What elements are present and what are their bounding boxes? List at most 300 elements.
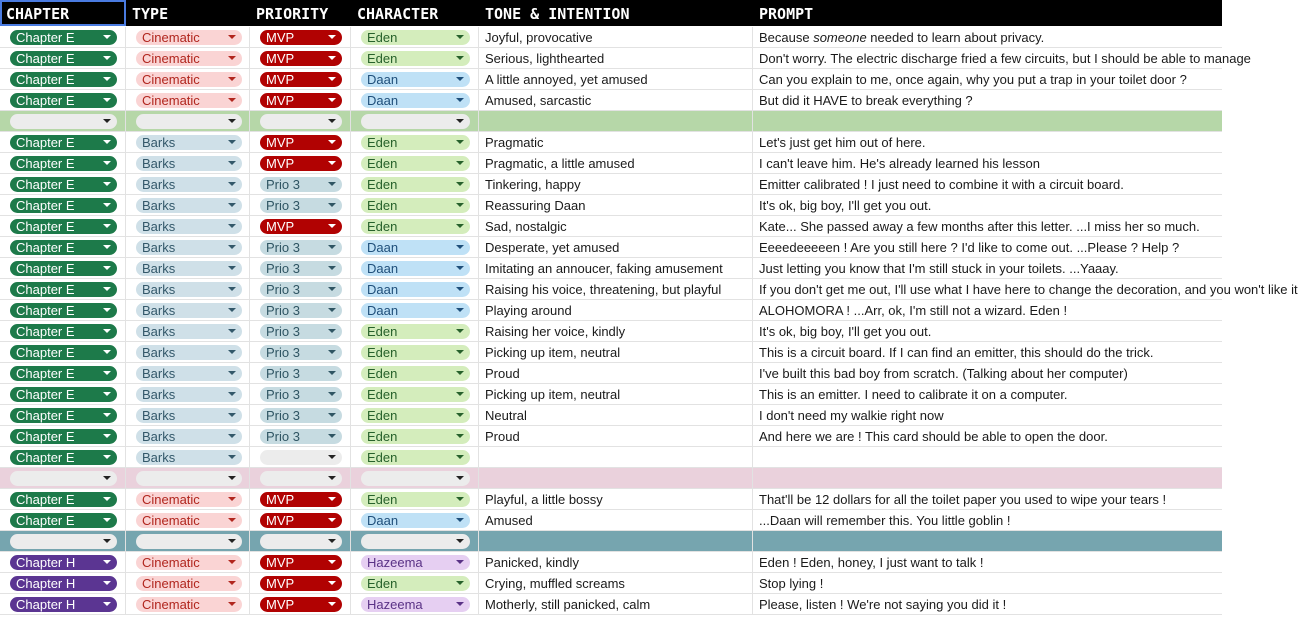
chevron-down-icon[interactable] bbox=[103, 539, 111, 543]
prompt-cell[interactable] bbox=[753, 153, 1222, 173]
chevron-down-icon[interactable] bbox=[103, 161, 111, 165]
chapter-dropdown[interactable] bbox=[10, 429, 117, 444]
prompt-cell[interactable] bbox=[753, 342, 1222, 362]
character-dropdown[interactable] bbox=[361, 72, 470, 87]
chevron-down-icon[interactable] bbox=[103, 287, 111, 291]
tone-cell[interactable] bbox=[479, 321, 753, 341]
priority-dropdown[interactable] bbox=[260, 555, 342, 570]
priority-cell[interactable] bbox=[250, 69, 351, 89]
character-dropdown[interactable] bbox=[361, 450, 470, 465]
type-dropdown[interactable] bbox=[136, 93, 242, 108]
priority-cell[interactable] bbox=[250, 573, 351, 593]
character-cell[interactable] bbox=[351, 153, 479, 173]
chevron-down-icon[interactable] bbox=[228, 392, 236, 396]
chapter-dropdown[interactable] bbox=[10, 114, 117, 129]
chevron-down-icon[interactable] bbox=[228, 140, 236, 144]
chapter-cell[interactable] bbox=[0, 90, 126, 110]
chevron-down-icon[interactable] bbox=[328, 161, 336, 165]
chevron-down-icon[interactable] bbox=[103, 119, 111, 123]
character-dropdown[interactable] bbox=[361, 471, 470, 486]
character-dropdown[interactable] bbox=[361, 198, 470, 213]
type-dropdown[interactable] bbox=[136, 366, 242, 381]
chapter-cell[interactable] bbox=[0, 321, 126, 341]
chevron-down-icon[interactable] bbox=[228, 560, 236, 564]
prompt-cell[interactable] bbox=[753, 258, 1222, 278]
type-cell[interactable] bbox=[126, 300, 250, 320]
tone-cell[interactable] bbox=[479, 153, 753, 173]
chevron-down-icon[interactable] bbox=[228, 497, 236, 501]
chapter-dropdown[interactable] bbox=[10, 555, 117, 570]
type-cell[interactable] bbox=[126, 69, 250, 89]
prompt-cell[interactable] bbox=[753, 90, 1222, 110]
chevron-down-icon[interactable] bbox=[328, 581, 336, 585]
type-dropdown[interactable] bbox=[136, 324, 242, 339]
chapter-dropdown[interactable] bbox=[10, 219, 117, 234]
chevron-down-icon[interactable] bbox=[103, 581, 111, 585]
prompt-cell[interactable] bbox=[753, 132, 1222, 152]
tone-cell[interactable] bbox=[479, 216, 753, 236]
priority-dropdown[interactable] bbox=[260, 114, 342, 129]
chevron-down-icon[interactable] bbox=[103, 350, 111, 354]
tone-cell[interactable] bbox=[479, 342, 753, 362]
priority-dropdown[interactable] bbox=[260, 513, 342, 528]
chapter-cell[interactable] bbox=[0, 111, 126, 131]
chevron-down-icon[interactable] bbox=[328, 350, 336, 354]
priority-cell[interactable] bbox=[250, 111, 351, 131]
chevron-down-icon[interactable] bbox=[456, 560, 464, 564]
chevron-down-icon[interactable] bbox=[228, 203, 236, 207]
chapter-cell[interactable] bbox=[0, 489, 126, 509]
chevron-down-icon[interactable] bbox=[328, 287, 336, 291]
character-dropdown[interactable] bbox=[361, 177, 470, 192]
chapter-cell[interactable] bbox=[0, 363, 126, 383]
chevron-down-icon[interactable] bbox=[456, 350, 464, 354]
chevron-down-icon[interactable] bbox=[456, 497, 464, 501]
character-dropdown[interactable] bbox=[361, 597, 470, 612]
priority-dropdown[interactable] bbox=[260, 240, 342, 255]
type-cell[interactable] bbox=[126, 279, 250, 299]
chevron-down-icon[interactable] bbox=[328, 392, 336, 396]
chevron-down-icon[interactable] bbox=[328, 455, 336, 459]
chevron-down-icon[interactable] bbox=[103, 224, 111, 228]
character-cell[interactable] bbox=[351, 216, 479, 236]
chevron-down-icon[interactable] bbox=[456, 203, 464, 207]
chapter-cell[interactable] bbox=[0, 468, 126, 488]
chevron-down-icon[interactable] bbox=[328, 119, 336, 123]
chapter-cell[interactable] bbox=[0, 384, 126, 404]
chevron-down-icon[interactable] bbox=[103, 497, 111, 501]
priority-cell[interactable] bbox=[250, 216, 351, 236]
chevron-down-icon[interactable] bbox=[328, 371, 336, 375]
character-cell[interactable] bbox=[351, 258, 479, 278]
prompt-cell[interactable] bbox=[753, 426, 1222, 446]
chevron-down-icon[interactable] bbox=[228, 182, 236, 186]
priority-dropdown[interactable] bbox=[260, 135, 342, 150]
prompt-cell[interactable] bbox=[753, 321, 1222, 341]
prompt-cell[interactable] bbox=[753, 111, 1222, 131]
character-cell[interactable] bbox=[351, 552, 479, 572]
type-cell[interactable] bbox=[126, 510, 250, 530]
chevron-down-icon[interactable] bbox=[328, 560, 336, 564]
character-dropdown[interactable] bbox=[361, 387, 470, 402]
chapter-dropdown[interactable] bbox=[10, 93, 117, 108]
tone-cell[interactable] bbox=[479, 174, 753, 194]
character-cell[interactable] bbox=[351, 48, 479, 68]
priority-cell[interactable] bbox=[250, 258, 351, 278]
priority-cell[interactable] bbox=[250, 48, 351, 68]
character-dropdown[interactable] bbox=[361, 366, 470, 381]
priority-dropdown[interactable] bbox=[260, 303, 342, 318]
chapter-cell[interactable] bbox=[0, 216, 126, 236]
type-cell[interactable] bbox=[126, 153, 250, 173]
type-cell[interactable] bbox=[126, 384, 250, 404]
chapter-cell[interactable] bbox=[0, 594, 126, 614]
chevron-down-icon[interactable] bbox=[456, 287, 464, 291]
chevron-down-icon[interactable] bbox=[328, 35, 336, 39]
chevron-down-icon[interactable] bbox=[103, 371, 111, 375]
type-cell[interactable] bbox=[126, 216, 250, 236]
chevron-down-icon[interactable] bbox=[228, 455, 236, 459]
chapter-dropdown[interactable] bbox=[10, 156, 117, 171]
tone-cell[interactable] bbox=[479, 279, 753, 299]
prompt-cell[interactable] bbox=[753, 237, 1222, 257]
character-cell[interactable] bbox=[351, 237, 479, 257]
tone-cell[interactable] bbox=[479, 510, 753, 530]
tone-cell[interactable] bbox=[479, 573, 753, 593]
chapter-cell[interactable] bbox=[0, 132, 126, 152]
chapter-dropdown[interactable] bbox=[10, 366, 117, 381]
character-dropdown[interactable] bbox=[361, 429, 470, 444]
chevron-down-icon[interactable] bbox=[103, 392, 111, 396]
type-dropdown[interactable] bbox=[136, 555, 242, 570]
type-cell[interactable] bbox=[126, 342, 250, 362]
priority-dropdown[interactable] bbox=[260, 387, 342, 402]
priority-cell[interactable] bbox=[250, 510, 351, 530]
type-cell[interactable] bbox=[126, 48, 250, 68]
character-cell[interactable] bbox=[351, 384, 479, 404]
tone-cell[interactable] bbox=[479, 258, 753, 278]
chapter-dropdown[interactable] bbox=[10, 135, 117, 150]
chevron-down-icon[interactable] bbox=[456, 434, 464, 438]
type-dropdown[interactable] bbox=[136, 219, 242, 234]
chapter-dropdown[interactable] bbox=[10, 450, 117, 465]
priority-dropdown[interactable] bbox=[260, 492, 342, 507]
chevron-down-icon[interactable] bbox=[328, 434, 336, 438]
character-cell[interactable] bbox=[351, 363, 479, 383]
type-dropdown[interactable] bbox=[136, 345, 242, 360]
chevron-down-icon[interactable] bbox=[456, 581, 464, 585]
chapter-cell[interactable] bbox=[0, 258, 126, 278]
prompt-cell[interactable] bbox=[753, 384, 1222, 404]
tone-cell[interactable] bbox=[479, 531, 753, 551]
character-dropdown[interactable] bbox=[361, 282, 470, 297]
chevron-down-icon[interactable] bbox=[456, 413, 464, 417]
type-cell[interactable] bbox=[126, 132, 250, 152]
priority-dropdown[interactable] bbox=[260, 366, 342, 381]
chevron-down-icon[interactable] bbox=[228, 434, 236, 438]
priority-cell[interactable] bbox=[250, 132, 351, 152]
priority-cell[interactable] bbox=[250, 27, 351, 47]
prompt-cell[interactable] bbox=[753, 489, 1222, 509]
character-cell[interactable] bbox=[351, 195, 479, 215]
chevron-down-icon[interactable] bbox=[228, 35, 236, 39]
priority-cell[interactable] bbox=[250, 426, 351, 446]
chevron-down-icon[interactable] bbox=[328, 539, 336, 543]
chevron-down-icon[interactable] bbox=[228, 518, 236, 522]
chevron-down-icon[interactable] bbox=[103, 98, 111, 102]
chapter-cell[interactable] bbox=[0, 447, 126, 467]
tone-cell[interactable] bbox=[479, 111, 753, 131]
character-cell[interactable] bbox=[351, 132, 479, 152]
priority-dropdown[interactable] bbox=[260, 534, 342, 549]
type-dropdown[interactable] bbox=[136, 156, 242, 171]
priority-dropdown[interactable] bbox=[260, 408, 342, 423]
character-cell[interactable] bbox=[351, 27, 479, 47]
type-cell[interactable] bbox=[126, 111, 250, 131]
type-dropdown[interactable] bbox=[136, 513, 242, 528]
priority-dropdown[interactable] bbox=[260, 345, 342, 360]
priority-cell[interactable] bbox=[250, 489, 351, 509]
character-dropdown[interactable] bbox=[361, 534, 470, 549]
chevron-down-icon[interactable] bbox=[456, 371, 464, 375]
character-cell[interactable] bbox=[351, 279, 479, 299]
type-cell[interactable] bbox=[126, 447, 250, 467]
prompt-cell[interactable] bbox=[753, 27, 1222, 47]
tone-cell[interactable] bbox=[479, 195, 753, 215]
tone-cell[interactable] bbox=[479, 384, 753, 404]
chevron-down-icon[interactable] bbox=[456, 455, 464, 459]
chevron-down-icon[interactable] bbox=[103, 602, 111, 606]
chapter-cell[interactable] bbox=[0, 279, 126, 299]
chapter-cell[interactable] bbox=[0, 48, 126, 68]
priority-dropdown[interactable] bbox=[260, 93, 342, 108]
chapter-cell[interactable] bbox=[0, 531, 126, 551]
type-cell[interactable] bbox=[126, 237, 250, 257]
type-dropdown[interactable] bbox=[136, 303, 242, 318]
priority-dropdown[interactable] bbox=[260, 156, 342, 171]
prompt-cell[interactable] bbox=[753, 552, 1222, 572]
character-cell[interactable] bbox=[351, 447, 479, 467]
chapter-dropdown[interactable] bbox=[10, 240, 117, 255]
priority-dropdown[interactable] bbox=[260, 597, 342, 612]
chapter-dropdown[interactable] bbox=[10, 282, 117, 297]
character-cell[interactable] bbox=[351, 573, 479, 593]
type-dropdown[interactable] bbox=[136, 597, 242, 612]
chevron-down-icon[interactable] bbox=[103, 245, 111, 249]
priority-cell[interactable] bbox=[250, 300, 351, 320]
chevron-down-icon[interactable] bbox=[228, 476, 236, 480]
character-cell[interactable] bbox=[351, 510, 479, 530]
priority-cell[interactable] bbox=[250, 321, 351, 341]
chevron-down-icon[interactable] bbox=[103, 455, 111, 459]
header-type[interactable]: TYPE bbox=[132, 5, 169, 23]
priority-cell[interactable] bbox=[250, 363, 351, 383]
prompt-cell[interactable] bbox=[753, 48, 1251, 68]
prompt-cell[interactable] bbox=[753, 573, 1222, 593]
type-cell[interactable] bbox=[126, 90, 250, 110]
chevron-down-icon[interactable] bbox=[103, 434, 111, 438]
character-dropdown[interactable] bbox=[361, 303, 470, 318]
chevron-down-icon[interactable] bbox=[456, 98, 464, 102]
priority-cell[interactable] bbox=[250, 447, 351, 467]
chevron-down-icon[interactable] bbox=[228, 602, 236, 606]
chevron-down-icon[interactable] bbox=[228, 98, 236, 102]
character-dropdown[interactable] bbox=[361, 240, 470, 255]
type-dropdown[interactable] bbox=[136, 576, 242, 591]
chapter-cell[interactable] bbox=[0, 510, 126, 530]
header-tone[interactable]: TONE & INTENTION bbox=[485, 5, 630, 23]
chevron-down-icon[interactable] bbox=[103, 308, 111, 312]
priority-dropdown[interactable] bbox=[260, 219, 342, 234]
character-dropdown[interactable] bbox=[361, 156, 470, 171]
type-dropdown[interactable] bbox=[136, 135, 242, 150]
character-dropdown[interactable] bbox=[361, 324, 470, 339]
type-cell[interactable] bbox=[126, 489, 250, 509]
chevron-down-icon[interactable] bbox=[456, 245, 464, 249]
type-cell[interactable] bbox=[126, 174, 250, 194]
type-cell[interactable] bbox=[126, 321, 250, 341]
character-cell[interactable] bbox=[351, 174, 479, 194]
priority-dropdown[interactable] bbox=[260, 429, 342, 444]
chapter-dropdown[interactable] bbox=[10, 576, 117, 591]
chevron-down-icon[interactable] bbox=[228, 329, 236, 333]
prompt-cell[interactable] bbox=[753, 405, 1222, 425]
chapter-dropdown[interactable] bbox=[10, 492, 117, 507]
character-dropdown[interactable] bbox=[361, 114, 470, 129]
priority-cell[interactable] bbox=[250, 153, 351, 173]
character-dropdown[interactable] bbox=[361, 492, 470, 507]
header-chapter[interactable]: CHAPTER bbox=[0, 0, 126, 26]
prompt-cell[interactable] bbox=[753, 69, 1222, 89]
chevron-down-icon[interactable] bbox=[228, 287, 236, 291]
character-cell[interactable] bbox=[351, 90, 479, 110]
chevron-down-icon[interactable] bbox=[456, 476, 464, 480]
tone-cell[interactable] bbox=[479, 363, 753, 383]
type-dropdown[interactable] bbox=[136, 408, 242, 423]
character-cell[interactable] bbox=[351, 531, 479, 551]
header-priority[interactable]: PRIORITY bbox=[256, 5, 329, 23]
chevron-down-icon[interactable] bbox=[456, 182, 464, 186]
character-dropdown[interactable] bbox=[361, 261, 470, 276]
priority-dropdown[interactable] bbox=[260, 450, 342, 465]
header-prompt[interactable]: PROMPT bbox=[759, 5, 814, 23]
chapter-dropdown[interactable] bbox=[10, 177, 117, 192]
chevron-down-icon[interactable] bbox=[456, 329, 464, 333]
chapter-dropdown[interactable] bbox=[10, 51, 117, 66]
prompt-cell[interactable] bbox=[753, 300, 1222, 320]
chevron-down-icon[interactable] bbox=[456, 308, 464, 312]
chevron-down-icon[interactable] bbox=[328, 98, 336, 102]
chevron-down-icon[interactable] bbox=[228, 350, 236, 354]
tone-cell[interactable] bbox=[479, 132, 753, 152]
tone-cell[interactable] bbox=[479, 426, 753, 446]
character-cell[interactable] bbox=[351, 69, 479, 89]
chevron-down-icon[interactable] bbox=[103, 77, 111, 81]
chapter-cell[interactable] bbox=[0, 69, 126, 89]
type-dropdown[interactable] bbox=[136, 261, 242, 276]
character-cell[interactable] bbox=[351, 111, 479, 131]
chevron-down-icon[interactable] bbox=[328, 203, 336, 207]
type-dropdown[interactable] bbox=[136, 471, 242, 486]
chapter-cell[interactable] bbox=[0, 342, 126, 362]
chevron-down-icon[interactable] bbox=[328, 413, 336, 417]
priority-dropdown[interactable] bbox=[260, 72, 342, 87]
chevron-down-icon[interactable] bbox=[103, 140, 111, 144]
type-cell[interactable] bbox=[126, 258, 250, 278]
character-cell[interactable] bbox=[351, 468, 479, 488]
chapter-dropdown[interactable] bbox=[10, 30, 117, 45]
chevron-down-icon[interactable] bbox=[456, 539, 464, 543]
prompt-cell[interactable] bbox=[753, 279, 1298, 299]
prompt-cell[interactable] bbox=[753, 216, 1222, 236]
tone-cell[interactable] bbox=[479, 405, 753, 425]
chapter-cell[interactable] bbox=[0, 300, 126, 320]
chapter-dropdown[interactable] bbox=[10, 471, 117, 486]
chevron-down-icon[interactable] bbox=[228, 224, 236, 228]
type-dropdown[interactable] bbox=[136, 198, 242, 213]
chevron-down-icon[interactable] bbox=[228, 539, 236, 543]
chapter-cell[interactable] bbox=[0, 552, 126, 572]
chevron-down-icon[interactable] bbox=[328, 602, 336, 606]
chapter-cell[interactable] bbox=[0, 27, 126, 47]
chapter-cell[interactable] bbox=[0, 153, 126, 173]
tone-cell[interactable] bbox=[479, 90, 753, 110]
chapter-dropdown[interactable] bbox=[10, 261, 117, 276]
chevron-down-icon[interactable] bbox=[328, 77, 336, 81]
chevron-down-icon[interactable] bbox=[328, 56, 336, 60]
tone-cell[interactable] bbox=[479, 552, 753, 572]
chapter-cell[interactable] bbox=[0, 426, 126, 446]
chevron-down-icon[interactable] bbox=[103, 476, 111, 480]
character-cell[interactable] bbox=[351, 321, 479, 341]
chevron-down-icon[interactable] bbox=[328, 308, 336, 312]
character-dropdown[interactable] bbox=[361, 219, 470, 234]
chevron-down-icon[interactable] bbox=[456, 602, 464, 606]
tone-cell[interactable] bbox=[479, 594, 753, 614]
tone-cell[interactable] bbox=[479, 237, 753, 257]
chevron-down-icon[interactable] bbox=[456, 119, 464, 123]
chevron-down-icon[interactable] bbox=[103, 203, 111, 207]
priority-dropdown[interactable] bbox=[260, 576, 342, 591]
tone-cell[interactable] bbox=[479, 27, 753, 47]
header-character[interactable]: CHARACTER bbox=[357, 5, 439, 23]
chevron-down-icon[interactable] bbox=[228, 581, 236, 585]
chapter-cell[interactable] bbox=[0, 195, 126, 215]
chevron-down-icon[interactable] bbox=[456, 224, 464, 228]
chevron-down-icon[interactable] bbox=[328, 518, 336, 522]
type-cell[interactable] bbox=[126, 468, 250, 488]
chevron-down-icon[interactable] bbox=[228, 371, 236, 375]
character-dropdown[interactable] bbox=[361, 513, 470, 528]
chapter-dropdown[interactable] bbox=[10, 345, 117, 360]
type-cell[interactable] bbox=[126, 426, 250, 446]
chapter-dropdown[interactable] bbox=[10, 324, 117, 339]
chevron-down-icon[interactable] bbox=[456, 518, 464, 522]
character-cell[interactable] bbox=[351, 489, 479, 509]
type-dropdown[interactable] bbox=[136, 51, 242, 66]
priority-cell[interactable] bbox=[250, 279, 351, 299]
tone-cell[interactable] bbox=[479, 468, 753, 488]
type-cell[interactable] bbox=[126, 552, 250, 572]
chapter-cell[interactable] bbox=[0, 174, 126, 194]
type-dropdown[interactable] bbox=[136, 429, 242, 444]
type-dropdown[interactable] bbox=[136, 30, 242, 45]
type-dropdown[interactable] bbox=[136, 387, 242, 402]
priority-cell[interactable] bbox=[250, 468, 351, 488]
tone-cell[interactable] bbox=[479, 69, 753, 89]
chevron-down-icon[interactable] bbox=[103, 518, 111, 522]
priority-cell[interactable] bbox=[250, 405, 351, 425]
